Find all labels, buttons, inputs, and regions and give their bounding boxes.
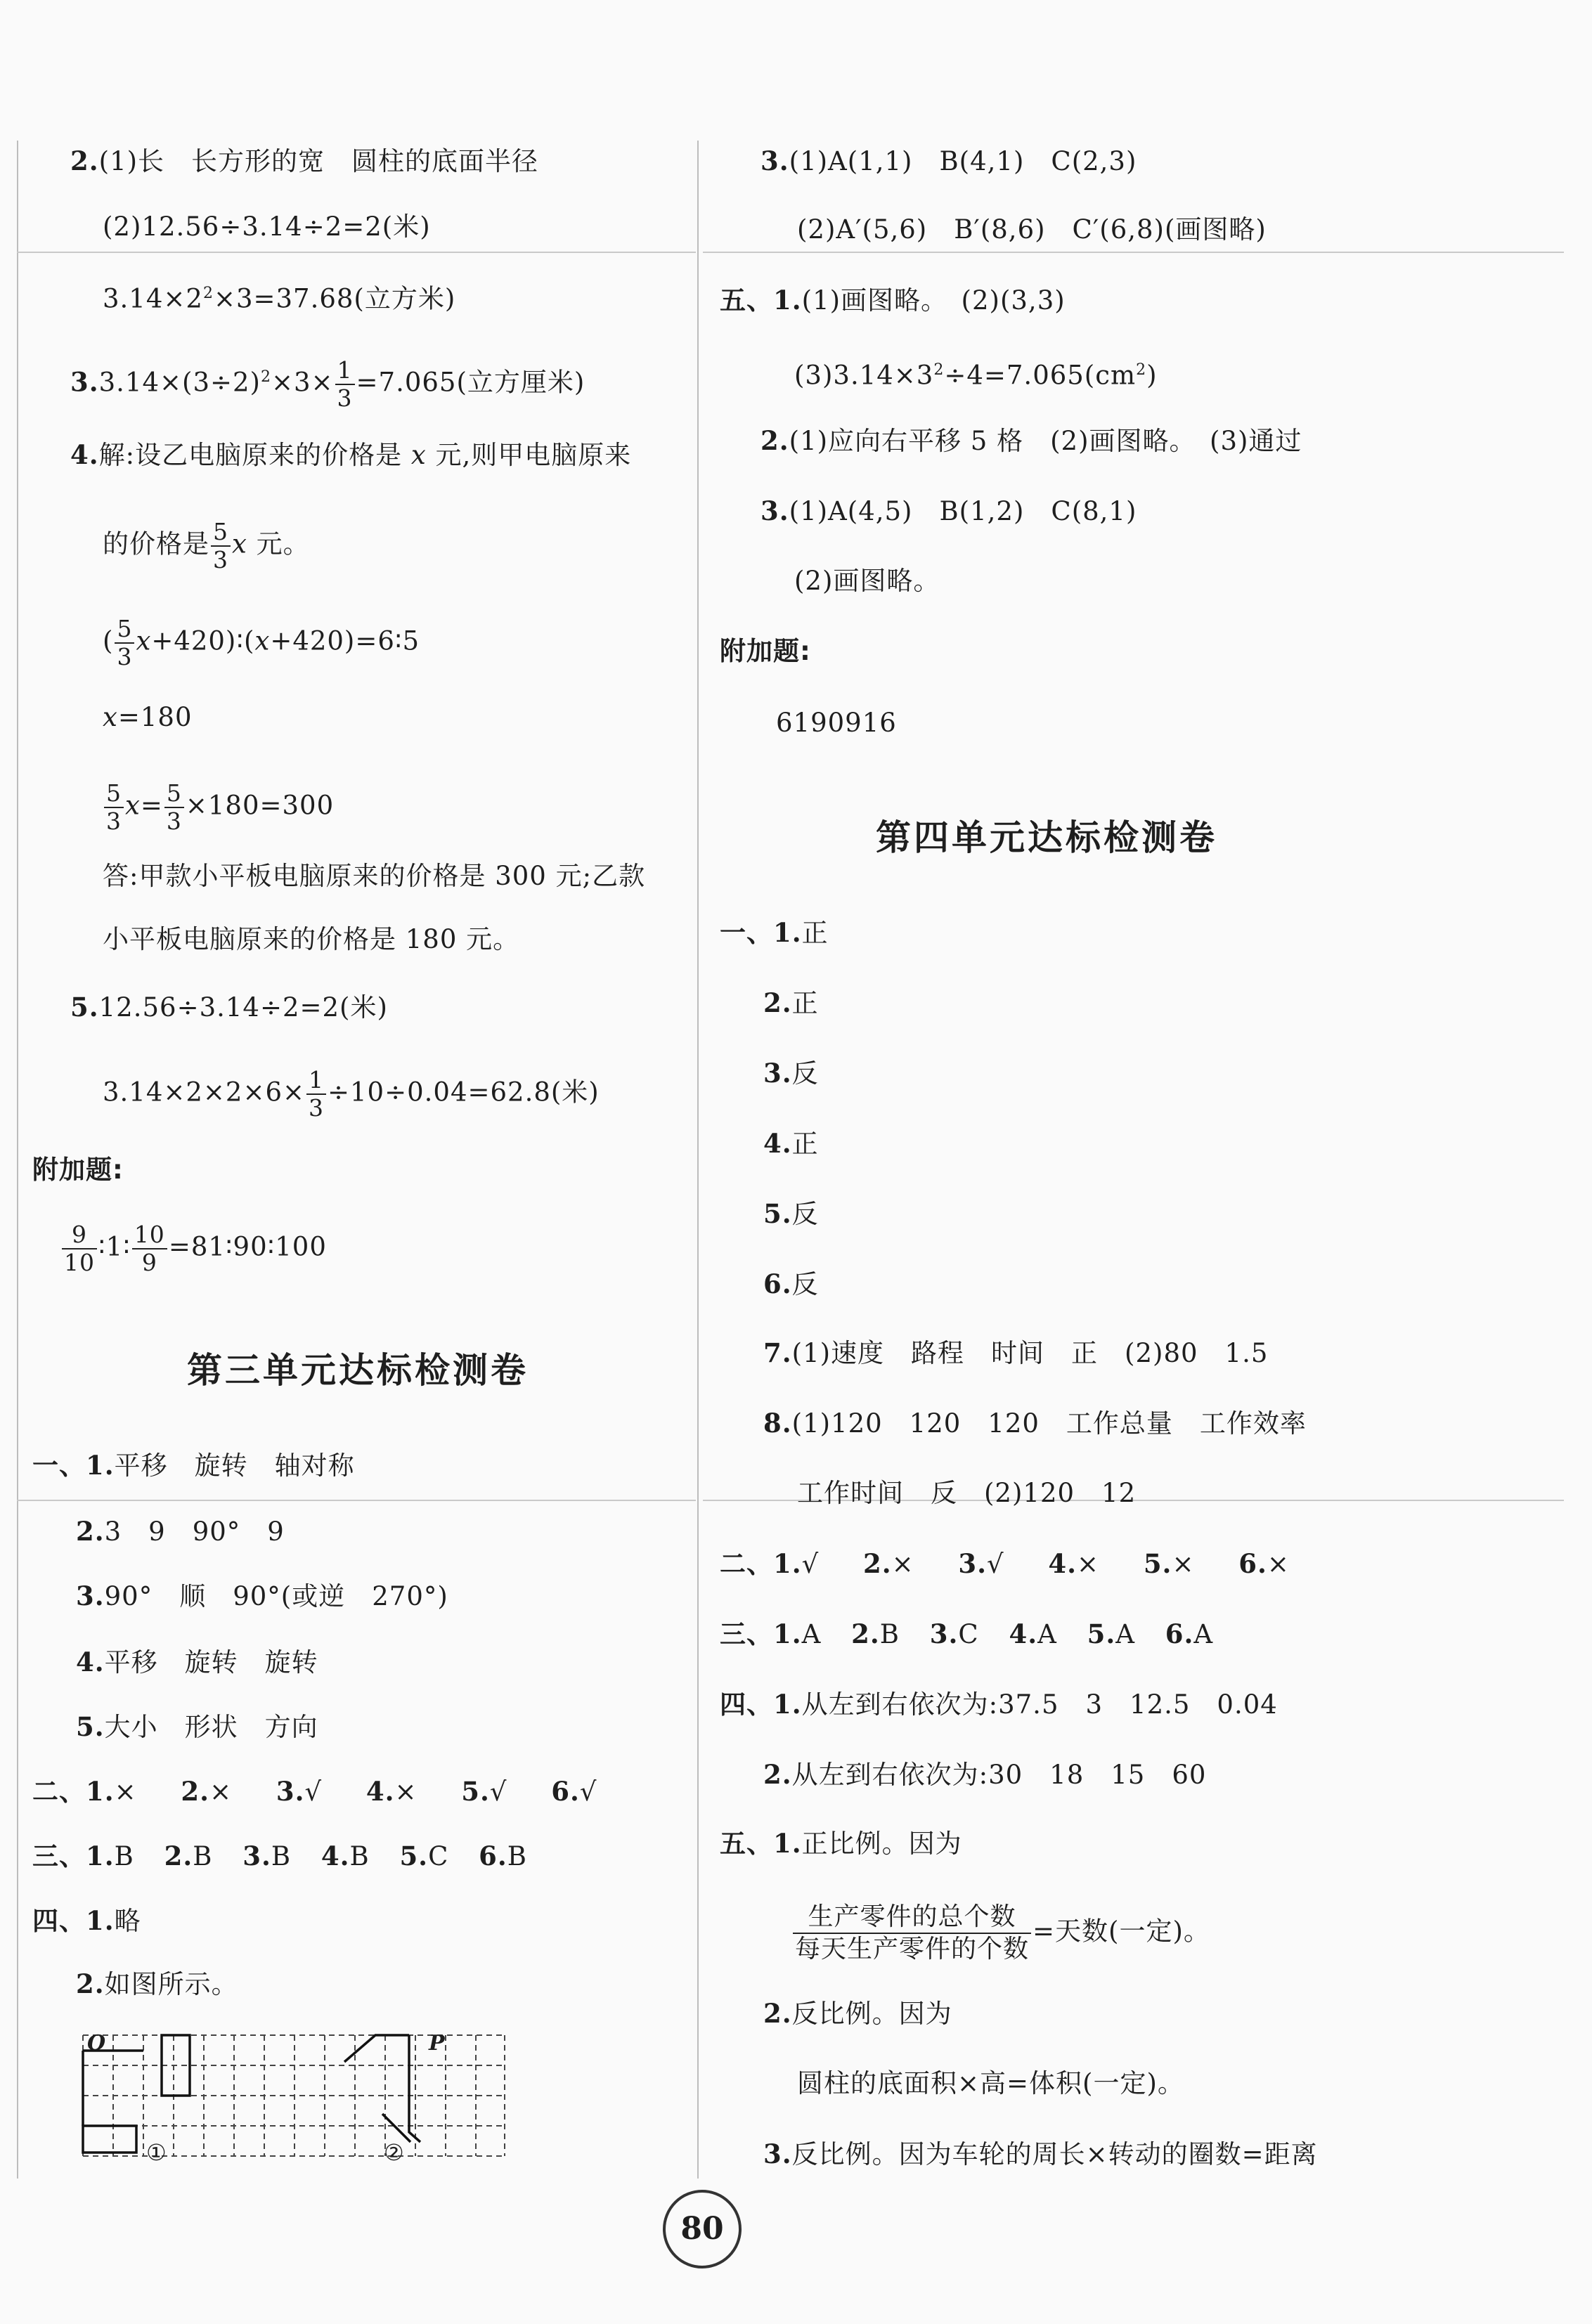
grid-figure <box>76 2030 512 2167</box>
answer-line: 四、1.略 <box>32 1905 141 1936</box>
grid-label-1: ① <box>146 2139 167 2166</box>
fold-line-bottom-left <box>17 1500 696 1501</box>
answer-line: 三、1.A 2.B 3.C 4.A 5.A 6.A <box>720 1618 1214 1649</box>
fraction: $\frac{10}{9}$ <box>132 1221 167 1276</box>
answer-line: 四、1.从左到右依次为:37.5 3 12.5 0.04 <box>720 1689 1278 1720</box>
answer-line: 五、1.正比例。因为 <box>720 1828 962 1859</box>
answer-line: x=180 <box>103 702 193 732</box>
column-divider-left <box>17 141 18 2179</box>
fraction: $\frac{1}{3}$ <box>335 357 355 412</box>
answer-line: 2.3 9 90° 9 <box>76 1516 285 1547</box>
answer-line: 二、1.× 2.× 3.√ 4.× 5.√ 6.√ <box>32 1776 597 1807</box>
answer-line: 3.反 <box>763 1058 819 1089</box>
grid-label-2: ② <box>384 2139 405 2166</box>
answer-line: 一、1.正 <box>720 917 829 948</box>
answer-line: 3.(1)A(1,1) B(4,1) C(2,3) <box>761 145 1137 176</box>
answer-line: 圆柱的底面积×高=体积(一定)。 <box>797 2068 1184 2098</box>
answer-line: 2.(1)长 长方形的宽 圆柱的底面半径 <box>70 145 539 176</box>
fraction: $\frac{1}{3}$ <box>306 1067 326 1122</box>
answer-line: 2.从左到右依次为:30 18 15 60 <box>763 1759 1207 1790</box>
bonus-label: 附加题: <box>32 1155 124 1185</box>
answer-line: $\frac{\text{生产零件的总个数}}{\text{每天生产零件的个数}}$ =天数(一定)。 <box>791 1902 1210 1965</box>
answer-line: 3.90° 顺 90°(或逆 270°) <box>76 1580 448 1611</box>
column-divider-center <box>697 141 699 2179</box>
answer-line: 4.解:设乙电脑原来的价格是 x 元,则甲电脑原来 <box>70 439 632 470</box>
answer-line: (2)A′(5,6) B′(8,6) C′(6,8)(画图略) <box>797 214 1267 245</box>
fraction: $\frac{9}{10}$ <box>62 1221 97 1276</box>
section-heading-unit3: 第三单元达标检测卷 <box>187 1350 529 1391</box>
page-number: 80 <box>663 2190 742 2268</box>
answer-line: 小平板电脑原来的价格是 180 元。 <box>103 924 520 954</box>
answer-line: 4.正 <box>763 1128 819 1159</box>
fold-line-top-right <box>703 252 1564 253</box>
fraction: $\frac{5}{3}$ <box>115 616 134 670</box>
answer-line: (2)12.56÷3.14÷2=2(米) <box>103 212 431 242</box>
answer-line: 6.反 <box>763 1268 819 1299</box>
answer-line: 7.(1)速度 路程 时间 正 (2)80 1.5 <box>763 1337 1269 1368</box>
fraction: $\frac{5}{3}$ <box>104 780 124 835</box>
answer-line: ( $\frac{5}{3}$ x+420)∶(x+420)=6∶5 <box>103 615 420 670</box>
answer-line: $\frac{5}{3}$ x= $\frac{5}{3}$ ×180=300 <box>103 780 334 835</box>
answer-line: 答:甲款小平板电脑原来的价格是 300 元;乙款 <box>103 861 646 891</box>
answer-line: 4.平移 旋转 旋转 <box>76 1647 318 1677</box>
answer-line: 2.如图所示。 <box>76 1968 238 1999</box>
answer-line: $3.14\times 2^2\times 3=37.68$(立方米) <box>103 283 456 314</box>
answer-line: 三、1.B 2.B 3.B 4.B 5.C 6.B <box>32 1841 527 1871</box>
answer-line: $\frac{9}{10}$ ∶1∶ $\frac{10}{9}$ =81∶90∶100 <box>60 1221 327 1276</box>
fraction: $\frac{5}{3}$ <box>164 780 184 835</box>
answer-line: 2.反比例。因为 <box>763 1998 952 2029</box>
answer-line: 工作时间 反 (2)120 12 <box>797 1478 1137 1508</box>
answer-line: 5.大小 形状 方向 <box>76 1711 318 1742</box>
answer-line: $(3)3.14\times 3^2\div 4=7.065(cm^2)$ <box>794 360 1158 391</box>
section-heading-unit4: 第四单元达标检测卷 <box>876 817 1217 858</box>
answer-line: 一、1.平移 旋转 轴对称 <box>32 1450 355 1481</box>
answer-line: 二、1.√ 2.× 3.√ 4.× 5.× 6.× <box>720 1548 1290 1579</box>
answer-line: (2)画图略。 <box>794 566 940 596</box>
answer-line: 五、1.(1)画图略。 (2)(3,3) <box>720 285 1066 316</box>
fold-line-top-left <box>17 252 696 253</box>
fraction: $\frac{5}{3}$ <box>211 519 231 573</box>
grid-label-p: P <box>429 2031 446 2056</box>
answer-line: $3.3.14\times(3\div 2)^2\times 3\times$ $\frac{1}{3}$ =7.065(立方厘米) <box>70 356 585 412</box>
answer-line: 3.反比例。因为车轮的周长×转动的圈数=距离 <box>763 2138 1318 2169</box>
grid-label-o: O <box>87 2031 107 2056</box>
answer-line: 6190916 <box>776 708 897 738</box>
answer-line: 5.反 <box>763 1198 819 1229</box>
answer-line: 5.12.56÷3.14÷2=2(米) <box>70 992 388 1023</box>
answer-line: 的价格是 $\frac{5}{3}$ x 元。 <box>103 518 310 573</box>
fraction: $\frac{\text{生产零件的总个数}}{\text{每天生产零件的个数}}$ <box>793 1902 1031 1965</box>
answer-line: 8.(1)120 120 120 工作总量 工作效率 <box>763 1408 1307 1439</box>
answer-line: 3.(1)A(4,5) B(1,2) C(8,1) <box>761 495 1137 526</box>
answer-line: 3.14×2×2×6× $\frac{1}{3}$ ÷10÷0.04=62.8(米) <box>103 1066 600 1122</box>
answer-line: 2.正 <box>763 987 819 1018</box>
answer-line: 2.(1)应向右平移 5 格 (2)画图略。 (3)通过 <box>761 425 1302 456</box>
bonus-label: 附加题: <box>720 636 811 666</box>
